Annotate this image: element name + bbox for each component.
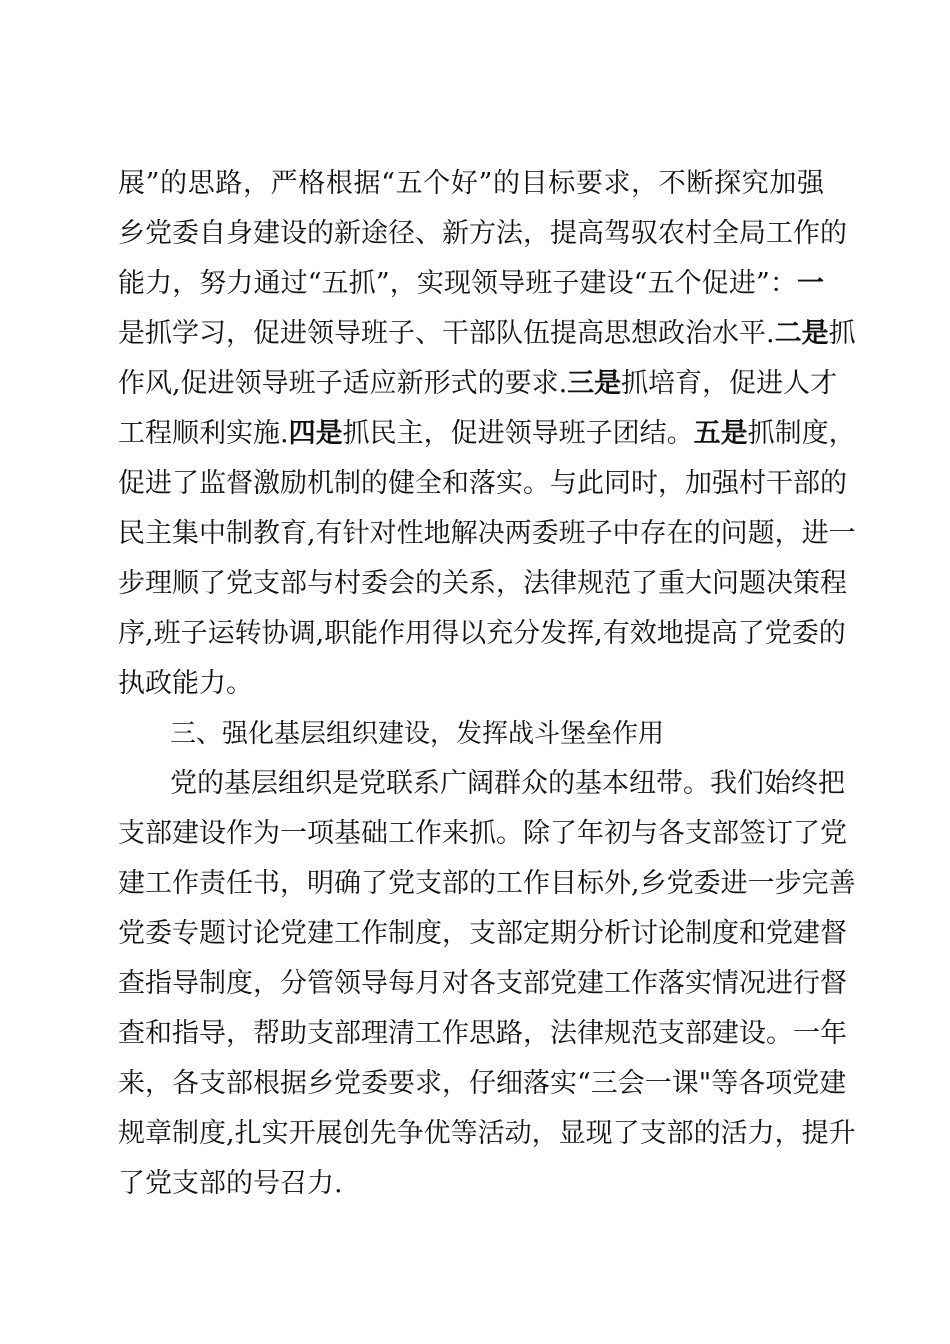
line-text: 民主集中制教育,有针对性地解决两委班子中存在的问题，进一 bbox=[118, 518, 856, 549]
line-text: 支部建设作为一项基础工作来抓。除了年初与各支部签订了党 bbox=[118, 818, 847, 849]
paragraph-line bbox=[118, 562, 847, 606]
paragraph-line bbox=[118, 1162, 824, 1206]
bold-marker: 五是 bbox=[693, 418, 748, 449]
paragraph-line bbox=[118, 1012, 847, 1056]
paragraph-line bbox=[118, 162, 824, 206]
bold-marker: 四是 bbox=[288, 418, 343, 449]
paragraph-line bbox=[118, 312, 856, 356]
line-text: 乡党委自身建设的新途径、新方法，提高驾驭农村全局工作的 bbox=[118, 218, 847, 249]
line-text: 促进了监督激励机制的健全和落实。与此同时，加强村干部的 bbox=[118, 468, 847, 499]
bold-marker: 一 bbox=[797, 268, 824, 299]
bold-marker: 三是 bbox=[567, 368, 622, 399]
line-text: 执政能力。 bbox=[118, 668, 253, 699]
line-text: 来，各支部根据乡党委要求，仔细落实“三会一课"等各项党建 bbox=[118, 1068, 847, 1099]
line-text: 能力，努力通过“五抓”，实现领导班子建设“五个促进”： bbox=[118, 268, 797, 299]
line-text: 作风,促进领导班子适应新形式的要求. bbox=[118, 368, 568, 399]
line-text: 党委专题讨论党建工作制度，支部定期分析讨论制度和党建督 bbox=[118, 918, 847, 949]
paragraph-line bbox=[118, 462, 847, 506]
line-text: 查指导制度，分管领导每月对各支部党建工作落实情况进行督 bbox=[118, 968, 847, 999]
bold-marker: 二是 bbox=[774, 318, 829, 349]
paragraph-line bbox=[118, 212, 847, 256]
paragraph-line bbox=[118, 812, 847, 856]
line-text: 是抓学习，促进领导班子、干部队伍提高思想政治水平. bbox=[118, 318, 775, 349]
paragraph-line bbox=[118, 362, 838, 406]
paragraph-line bbox=[118, 912, 847, 956]
line-text: 序,班子运转协调,职能作用得以充分发挥,有效地提高了党委的 bbox=[118, 618, 846, 649]
paragraph-line bbox=[170, 762, 845, 806]
paragraph-line bbox=[118, 1062, 847, 1106]
line-text: 抓 bbox=[828, 318, 856, 349]
line-text: 查和指导，帮助支部理清工作思路，法律规范支部建设。一年 bbox=[118, 1018, 847, 1049]
paragraph-line bbox=[118, 262, 824, 306]
paragraph-line bbox=[118, 862, 856, 906]
line-text: 建工作责任书，明确了党支部的工作目标外,乡党委进一步完善 bbox=[118, 868, 856, 899]
line-text: 规章制度,扎实开展创先争优等活动，显现了支部的活力，提升 bbox=[118, 1118, 856, 1149]
paragraph-line bbox=[118, 612, 846, 656]
line-text: 了党支部的号召力. bbox=[118, 1168, 343, 1199]
line-text: 工程顺利实施. bbox=[118, 418, 289, 449]
paragraph-line bbox=[118, 412, 856, 456]
paragraph-line bbox=[118, 512, 856, 556]
line-text: 展”的思路，严格根据“五个好”的目标要求，不断探究加强 bbox=[118, 168, 824, 199]
section-heading: 三、强化基层组织建设，发挥战斗堡垒作用 bbox=[170, 719, 665, 749]
line-text: 抓培育，促进人才 bbox=[621, 368, 838, 399]
paragraph-line bbox=[118, 662, 824, 706]
line-text: 步理顺了党支部与村委会的关系，法律规范了重大问题决策程 bbox=[118, 568, 847, 599]
paragraph-line bbox=[118, 962, 847, 1006]
paragraph-line bbox=[118, 1112, 856, 1156]
line-text: 党的基层组织是党联系广阔群众的基本纽带。我们始终把 bbox=[170, 768, 845, 799]
line-text: 抓民主，促进领导班子团结。 bbox=[342, 418, 694, 449]
line-text: 抓制度， bbox=[747, 418, 856, 449]
